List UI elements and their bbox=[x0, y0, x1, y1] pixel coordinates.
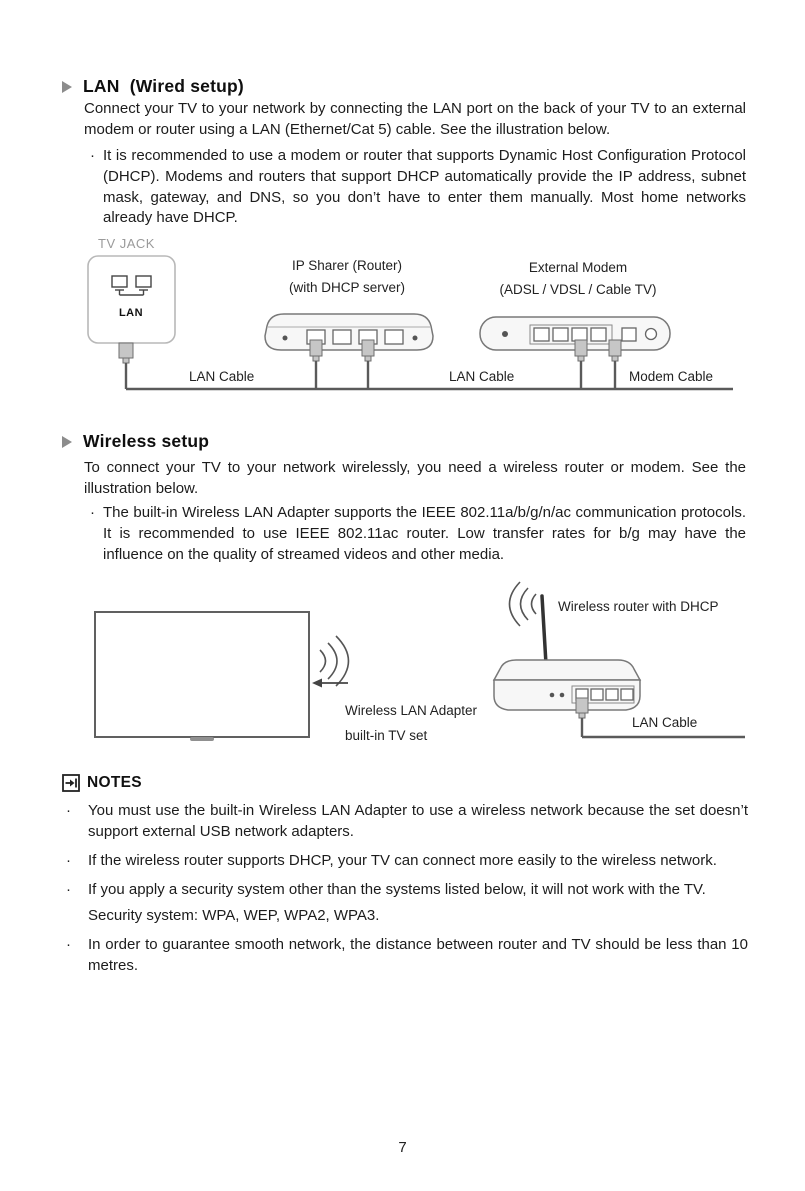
tv-jack-panel bbox=[88, 256, 175, 389]
tv-jack-label: TV JACK bbox=[98, 236, 155, 251]
wired-setup-diagram bbox=[85, 254, 745, 397]
bullet-dot-icon: · bbox=[66, 881, 71, 899]
antenna-icon bbox=[542, 596, 546, 664]
lan-cable-label: LAN Cable bbox=[632, 715, 698, 730]
router-label-line1: IP Sharer (Router) bbox=[291, 258, 403, 273]
wireless-bullet-text: The built-in Wireless LAN Adapter supports the IEEE 802.11a/b/g/n/ac communication protocols. It is recommended to use IEEE 802.11ac router. Low transfer rates for b/g may have the influence on the quality of streamed videos and other media. bbox=[103, 504, 746, 563]
lan-intro-text: Connect your TV to your network by connecting the LAN port on the back of your TV to an external modem or router using a LAN (Ethernet/Cat 5) cable. See the illustration below. bbox=[84, 100, 746, 138]
bullet-dot-icon: · bbox=[90, 147, 95, 164]
lan-port-label: LAN bbox=[118, 307, 144, 319]
tv-set bbox=[95, 612, 309, 741]
lan-section-heading bbox=[62, 76, 244, 97]
wifi-signal-icon bbox=[312, 636, 349, 688]
ip-sharer-router bbox=[265, 314, 433, 389]
page-number: 7 bbox=[398, 1139, 407, 1156]
note-text: If the wireless router supports DHCP, your TV can connect more easily to the wireless network. bbox=[88, 852, 717, 870]
notes-icon bbox=[62, 774, 80, 792]
wireless-section-heading bbox=[62, 431, 209, 452]
notes-header bbox=[62, 774, 142, 792]
adapter-label-line2: built-in TV set bbox=[345, 728, 428, 743]
security-system-note: Security system: WPA, WEP, WPA2, WPA3. bbox=[88, 907, 380, 925]
lan-cable-label-2: LAN Cable bbox=[449, 369, 515, 384]
note-item bbox=[64, 880, 748, 927]
bullet-dot-icon: · bbox=[66, 852, 71, 870]
modem-label-line2: (ADSL / VDSL / Cable TV) bbox=[499, 282, 657, 297]
notes-title: NOTES bbox=[87, 774, 142, 791]
lan-cable-label-1: LAN Cable bbox=[189, 369, 255, 384]
wireless-router-label: Wireless router with DHCP bbox=[558, 599, 719, 614]
bullet-dot-icon: · bbox=[66, 936, 71, 954]
note-text bbox=[88, 880, 706, 927]
note-item bbox=[64, 801, 748, 843]
modem-label-line1: External Modem bbox=[528, 260, 628, 275]
note-item bbox=[64, 851, 748, 872]
wireless-bullet bbox=[90, 503, 746, 565]
lan-section-title: LAN (Wired setup) bbox=[83, 76, 244, 96]
bullet-dot-icon: · bbox=[66, 802, 71, 819]
bullet-dot-icon: · bbox=[90, 504, 95, 521]
notes-list bbox=[64, 801, 748, 986]
note-item bbox=[64, 935, 748, 977]
lan-plug-icon bbox=[119, 343, 133, 358]
section-marker-icon bbox=[62, 436, 72, 448]
wireless-intro-text: To connect your TV to your network wirelessly, you need a wireless router or modem. See the illustration below. bbox=[84, 459, 746, 497]
adapter-label-line1: Wireless LAN Adapter bbox=[345, 703, 478, 718]
lan-bullet bbox=[90, 146, 746, 229]
wireless-setup-diagram bbox=[90, 580, 745, 750]
note-text-main: If you apply a security system other than the systems listed below, it will not work with the TV. bbox=[88, 881, 706, 899]
modem-cable-label: Modem Cable bbox=[629, 369, 714, 384]
note-text: You must use the built-in Wireless LAN Adapter to use a wireless network because the set doesn’t support external USB network adapters. bbox=[88, 802, 748, 840]
router-label-line2: (with DHCP server) bbox=[288, 280, 406, 295]
wireless-section-title: Wireless setup bbox=[83, 431, 210, 451]
lan-bullet-text: It is recommended to use a modem or router that supports Dynamic Host Configuration Protocol (DHCP). Modems and routers that support DHCP automatically provide the IP address, subnet mask, gateway, and DNS, so you don’t have to enter them manually. Most home networks already have DHCP. bbox=[103, 147, 746, 227]
section-marker-icon bbox=[62, 81, 72, 93]
note-text: In order to guarantee smooth network, the distance between router and TV should be less than 10 metres. bbox=[88, 936, 748, 975]
